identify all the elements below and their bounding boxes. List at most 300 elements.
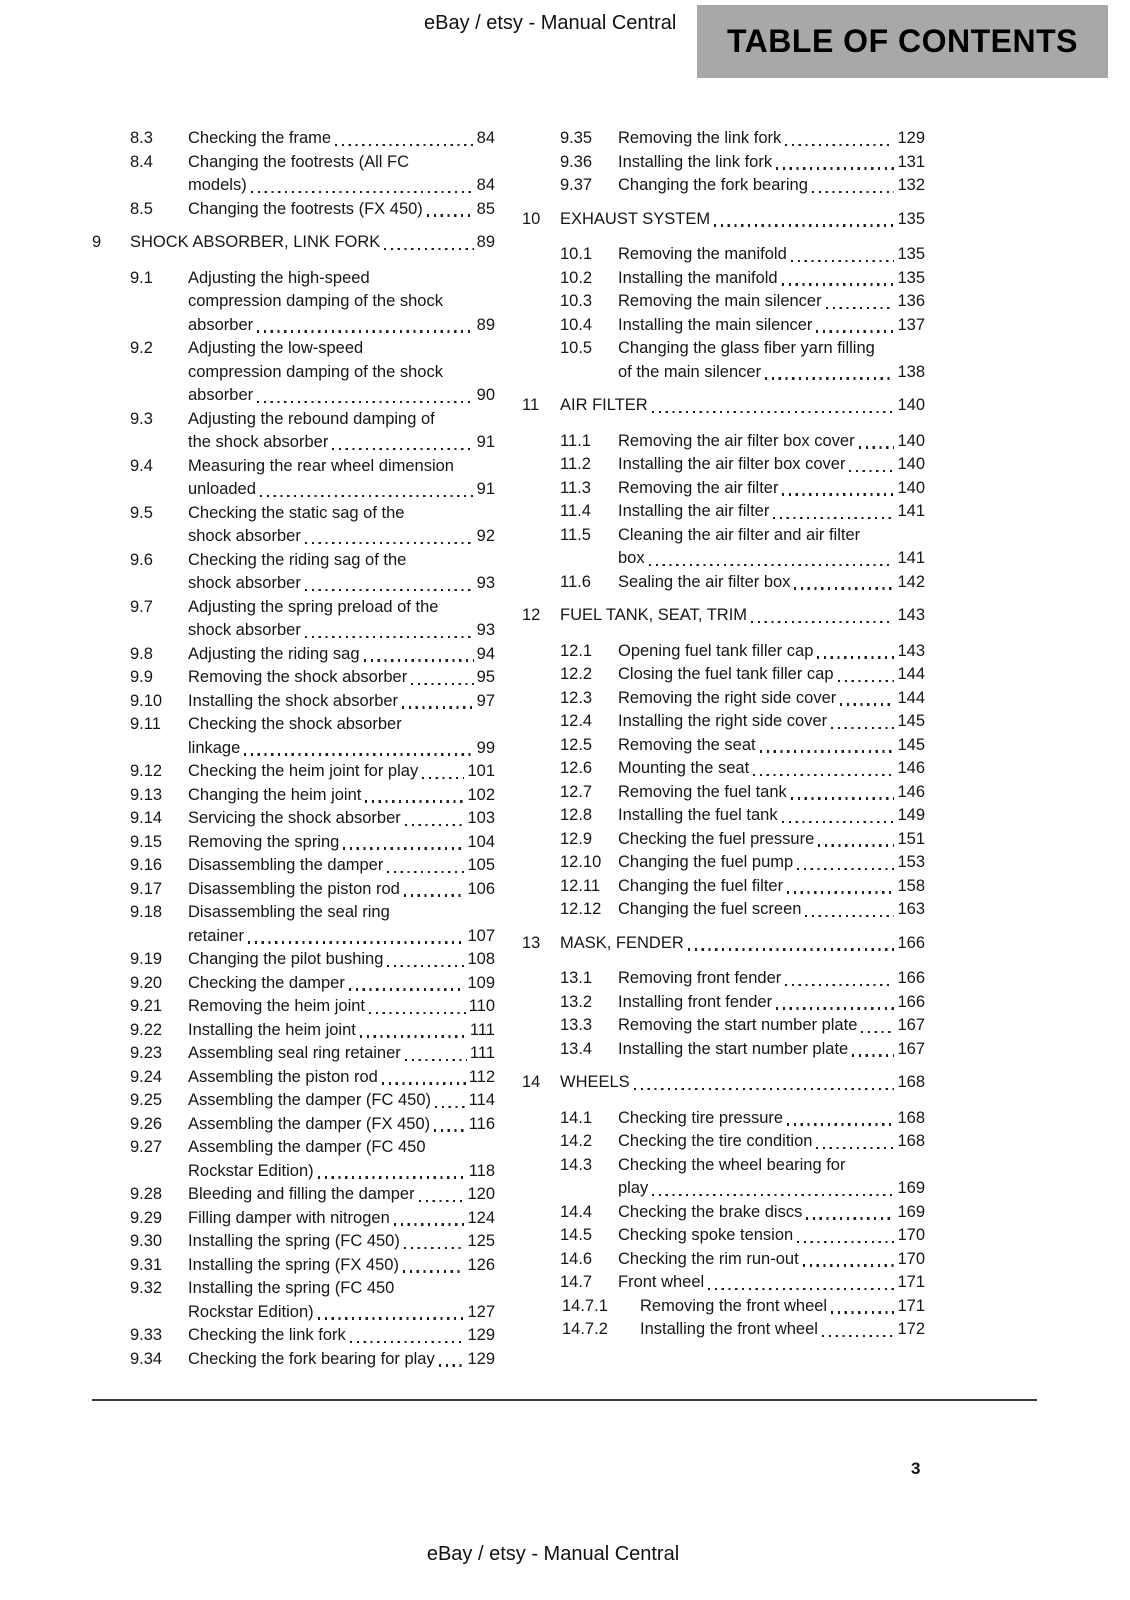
- toc-entry-number: 12.6: [560, 759, 593, 777]
- toc-entry-page: 170: [897, 1226, 925, 1244]
- toc-entry-title: Changing the heim joint: [188, 785, 362, 804]
- toc-entry-page: 120: [467, 1185, 495, 1203]
- toc-entry-number: 9.17: [130, 879, 163, 898]
- toc-entry: [522, 640, 925, 664]
- toc-entry-body: [188, 127, 495, 151]
- toc-entry-page: 103: [467, 809, 495, 827]
- toc-entry-number: 14.3: [560, 1155, 593, 1174]
- toc-entry-page: 91: [476, 433, 495, 451]
- toc-entry: [92, 643, 495, 667]
- toc-entry-body: [188, 1254, 495, 1278]
- toc-leader-dots: [387, 965, 464, 967]
- toc-entry-number: 9.10: [130, 691, 163, 710]
- toc-entry-title: Installing the right side cover: [618, 712, 828, 730]
- toc-entry-number: 13.3: [560, 1016, 593, 1034]
- toc-entry-page: 171: [897, 1273, 925, 1291]
- toc-entry-body: [188, 972, 495, 996]
- toc-entry-page: 101: [467, 762, 495, 780]
- toc-entry: [522, 314, 925, 338]
- toc-leader-dots: [817, 656, 894, 658]
- toc-entry-body: [188, 784, 495, 808]
- toc-entry: [522, 430, 925, 454]
- toc-entry-body: [188, 151, 495, 198]
- toc-chapter-entry: [92, 231, 495, 255]
- toc-entry-title: Installing the manifold: [618, 268, 778, 287]
- toc-entry-page: 138: [897, 362, 925, 381]
- toc-entry-page: 158: [897, 876, 925, 895]
- footer-site-label: eBay / etsy - Manual Central: [426, 1543, 680, 1565]
- toc-entry-title: Adjusting the riding sag: [188, 644, 360, 663]
- toc-entry-number: 9.13: [130, 785, 163, 804]
- toc-entry: [522, 1201, 925, 1225]
- toc-entry: [522, 967, 925, 991]
- toc-entry-page: 89: [476, 315, 495, 334]
- toc-entry-number: 9.27: [130, 1138, 163, 1156]
- toc-entry-number: 9.25: [130, 1091, 163, 1109]
- toc-entry-page: 149: [897, 806, 925, 824]
- toc-entry-page: 141: [897, 549, 925, 567]
- toc-leader-dots: [419, 1200, 465, 1202]
- toc-leader-dots: [439, 1364, 465, 1366]
- toc-entry-title: Assembling the damper (FC 450): [188, 1091, 432, 1109]
- toc-leader-dots: [411, 683, 473, 685]
- toc-entry-body: [188, 760, 495, 784]
- toc-leader-dots: [394, 1223, 465, 1225]
- toc-entry-page: 146: [897, 782, 925, 801]
- toc-leader-dots: [335, 144, 474, 146]
- toc-entry-title: Installing the shock absorber: [188, 691, 399, 710]
- toc-entry-page: 127: [467, 1302, 495, 1321]
- toc-entry-body: [188, 643, 495, 667]
- toc-entry: [522, 267, 925, 291]
- toc-entry-title-line: Measuring the rear wheel dimension: [188, 456, 454, 475]
- toc-entry-title: Assembling seal ring retainer: [188, 1044, 401, 1062]
- toc-entry-page: 141: [897, 502, 925, 520]
- toc-entry-body: [188, 1230, 495, 1254]
- toc-entry-page: 118: [468, 1161, 495, 1180]
- toc-entry-title: EXHAUST SYSTEM: [560, 209, 711, 228]
- toc-entry-title: Filling damper with nitrogen: [188, 1208, 390, 1227]
- toc-entry-title-line: Assembling the damper (FC 450: [188, 1138, 426, 1156]
- toc-entry-body: [188, 1348, 495, 1372]
- toc-entry-page: 137: [897, 315, 925, 334]
- toc-leader-dots: [248, 941, 465, 943]
- toc-entry: [522, 243, 925, 267]
- toc-entry-title: Installing the fuel tank: [618, 806, 778, 824]
- toc-entry: [92, 972, 495, 996]
- toc-entry: [92, 549, 495, 596]
- toc-entry-body: [188, 690, 495, 714]
- toc-entry-page: 143: [897, 606, 925, 624]
- toc-leader-dots: [427, 214, 474, 216]
- toc-leader-dots: [782, 283, 895, 285]
- toc-entry-page: 84: [476, 176, 495, 194]
- toc-entry: [92, 267, 495, 338]
- toc-leader-dots: [318, 1317, 465, 1319]
- toc-entry: [522, 1038, 925, 1062]
- toc-leader-dots: [822, 1335, 895, 1337]
- toc-entry-title: Changing the fuel pump: [618, 853, 794, 871]
- toc-entry-page: 167: [897, 1016, 925, 1034]
- toc-entry-body: [188, 267, 495, 338]
- toc-entry-page: 171: [897, 1296, 925, 1315]
- toc-chapter-entry: [522, 932, 925, 956]
- toc-entry: [92, 948, 495, 972]
- toc-entry-title: Assembling the piston rod: [188, 1067, 378, 1086]
- toc-entry-title: the shock absorber: [188, 433, 329, 451]
- toc-leader-dots: [384, 248, 473, 250]
- toc-entry-body: [188, 1113, 495, 1137]
- toc-entry: [92, 878, 495, 902]
- toc-entry-body: [188, 995, 495, 1019]
- toc-entry-number: 9.26: [130, 1114, 163, 1133]
- toc-leader-dots: [787, 1123, 894, 1125]
- toc-entry-title-line: Checking the static sag of the: [188, 503, 405, 522]
- toc-entry-body: [618, 174, 925, 198]
- toc-entry-title-line: Checking the shock absorber: [188, 715, 402, 733]
- toc-entry: [92, 1207, 495, 1231]
- toc-entry-title: Checking spoke tension: [618, 1226, 794, 1244]
- toc-entry-page: 102: [467, 785, 495, 804]
- toc-entry: [92, 854, 495, 878]
- toc-entry-number: 12.11: [560, 876, 601, 895]
- toc-entry-number: 9.3: [130, 409, 153, 428]
- toc-chapter-entry: [522, 394, 925, 418]
- toc-entry-number: 9.8: [130, 644, 153, 663]
- toc-entry-number: 9.4: [130, 456, 153, 475]
- toc-entry-body: [560, 932, 925, 956]
- toc-entry-page: 110: [468, 997, 495, 1015]
- toc-entry-body: [618, 1271, 925, 1295]
- toc-entry-body: [618, 967, 925, 991]
- toc-entry-page: 93: [476, 574, 495, 592]
- toc-entry-title: Removing the main silencer: [618, 292, 822, 310]
- toc-entry-number: 9.24: [130, 1067, 163, 1086]
- toc-entry-page: 85: [476, 199, 495, 218]
- toc-entry: [522, 804, 925, 828]
- toc-chapter-entry: [522, 208, 925, 232]
- toc-entry-body: [618, 991, 925, 1015]
- toc-entry: [522, 851, 925, 875]
- toc-leader-dots: [434, 1129, 466, 1131]
- toc-leader-dots: [787, 891, 894, 893]
- toc-entry-page: 124: [467, 1208, 495, 1227]
- toc-entry-page: 129: [467, 1326, 495, 1344]
- toc-leader-dots: [831, 1311, 894, 1313]
- toc-entry-number: 12.9: [560, 829, 593, 848]
- toc-entry-title: Removing the fuel tank: [618, 782, 787, 801]
- toc-entry-title: Checking the fuel pressure: [618, 829, 815, 848]
- toc-entry-page: 169: [897, 1202, 925, 1221]
- toc-column-left: [92, 127, 495, 1371]
- toc-entry-page: 140: [897, 478, 925, 497]
- toc-entry: [92, 760, 495, 784]
- toc-entry-number: 11.5: [560, 525, 591, 544]
- toc-entry-title: SHOCK ABSORBER, LINK FORK: [130, 233, 381, 251]
- toc-entry-number: 13.4: [560, 1039, 593, 1058]
- toc-entry-body: [618, 267, 925, 291]
- toc-leader-dots: [785, 144, 894, 146]
- toc-entry-number: 13.1: [560, 969, 593, 987]
- toc-entry: [522, 781, 925, 805]
- toc-entry-title: Changing the fuel filter: [618, 876, 784, 895]
- toc-entry-body: [560, 604, 925, 628]
- toc-entry: [522, 571, 925, 595]
- toc-entry-title: shock absorber: [188, 527, 301, 545]
- toc-entry-number: 10: [522, 209, 541, 228]
- toc-leader-dots: [816, 330, 894, 332]
- toc-leader-dots: [257, 330, 474, 332]
- toc-entry-body: [188, 948, 495, 972]
- toc-leader-dots: [305, 589, 474, 591]
- toc-entry: [522, 1224, 925, 1248]
- toc-entry-body: [618, 828, 925, 852]
- toc-entry-page: 129: [467, 1349, 495, 1368]
- toc-entry-title-line: Changing the glass fiber yarn filling: [618, 339, 875, 357]
- toc-chapter-entry: [522, 1071, 925, 1095]
- toc-entry: [522, 710, 925, 734]
- toc-entry-title-line: Changing the footrests (All FC: [188, 152, 410, 171]
- toc-entry: [522, 875, 925, 899]
- toc-entry-body: [618, 1107, 925, 1131]
- toc-entry-body: [618, 430, 925, 454]
- toc-entry: [522, 828, 925, 852]
- toc-entry-number: 9.33: [130, 1326, 163, 1344]
- toc-entry-body: [188, 713, 495, 760]
- toc-entry-number: 11.1: [560, 431, 591, 450]
- toc-entry-page: 169: [897, 1179, 925, 1197]
- toc-entry-title: Removing the air filter: [618, 478, 779, 497]
- toc-entry-number: 12.1: [560, 641, 593, 660]
- toc-entry-page: 131: [897, 152, 925, 171]
- toc-entry-body: [188, 666, 495, 690]
- toc-entry-title-line: Adjusting the low-speed: [188, 339, 364, 357]
- toc-leader-dots: [343, 847, 464, 849]
- toc-leader-dots: [402, 706, 474, 708]
- toc-entry-body: [188, 198, 495, 222]
- toc-entry-number: 9.36: [560, 152, 593, 171]
- toc-entry-page: 111: [469, 1020, 495, 1039]
- toc-entry-number: 12.5: [560, 735, 593, 754]
- toc-entry-body: [188, 854, 495, 878]
- toc-entry-page: 93: [476, 621, 495, 639]
- toc-entry-number: 9.19: [130, 950, 163, 968]
- toc-entry-title: Installing the spring (FC 450): [188, 1232, 400, 1250]
- toc-entry-body: [188, 408, 495, 455]
- toc-entry: [92, 995, 495, 1019]
- toc-entry-number: 9.28: [130, 1185, 163, 1203]
- toc-entry-page: 116: [468, 1114, 495, 1133]
- toc-entry-body: [188, 1136, 495, 1183]
- toc-entry-body: [618, 898, 925, 922]
- toc-leader-dots: [859, 446, 895, 448]
- toc-entry-body: [560, 1071, 925, 1095]
- toc-entry-title-line: Checking the wheel bearing for: [618, 1155, 846, 1174]
- toc-entry-number: 13.2: [560, 992, 593, 1011]
- toc-entry-title-line: compression damping of the shock: [188, 362, 443, 381]
- toc-leader-dots: [751, 621, 894, 623]
- toc-entry-number: 11.4: [560, 502, 591, 520]
- toc-entry-body: [640, 1318, 925, 1342]
- toc-entry-title: Installing the heim joint: [188, 1020, 356, 1039]
- toc-entry-number: 12.12: [560, 900, 602, 918]
- toc-entry-number: 12.10: [560, 853, 602, 871]
- toc-entry-title: MASK, FENDER: [560, 933, 684, 952]
- toc-entry-number: 9.21: [130, 997, 163, 1015]
- toc-entry-page: 163: [897, 900, 925, 918]
- toc-entry-page: 89: [476, 233, 495, 251]
- toc-entry-body: [188, 831, 495, 855]
- toc-entry-page: 168: [897, 1108, 925, 1127]
- toc-entry-title: Changing the footrests (FX 450): [188, 199, 423, 218]
- toc-entry: [92, 1254, 495, 1278]
- toc-entry-title: play: [618, 1179, 649, 1197]
- toc-leader-dots: [782, 821, 895, 823]
- toc-leader-dots: [785, 984, 894, 986]
- toc-entry-page: 143: [897, 641, 925, 660]
- toc-entry-title: Installing the start number plate: [618, 1039, 849, 1058]
- toc-leader-dots: [649, 564, 895, 566]
- toc-entry-title: Installing the air filter box cover: [618, 455, 846, 473]
- toc-entry: [92, 1042, 495, 1066]
- toc-entry: [92, 502, 495, 549]
- toc-entry-title: shock absorber: [188, 574, 301, 592]
- toc-entry-page: 108: [467, 950, 495, 968]
- toc-entry-page: 125: [467, 1232, 495, 1250]
- toc-entry-page: 146: [897, 759, 925, 777]
- toc-entry-title: Removing the start number plate: [618, 1016, 858, 1034]
- toc-entry: [92, 901, 495, 948]
- toc-entry-number: 8.3: [130, 129, 153, 147]
- toc-entry-title: Installing the spring (FX 450): [188, 1255, 399, 1274]
- toc-leader-dots: [861, 1031, 894, 1033]
- toc-entry-body: [188, 1183, 495, 1207]
- toc-entry-number: 9.16: [130, 856, 163, 874]
- toc-entry-number: 8.4: [130, 152, 153, 171]
- toc-entry-body: [618, 851, 925, 875]
- toc-entry-page: 168: [897, 1073, 925, 1091]
- toc-entry-number: 9.14: [130, 809, 163, 827]
- toc-entry-title: Opening fuel tank filler cap: [618, 641, 814, 660]
- toc-column-right: [522, 127, 925, 1342]
- toc-entry-title: Assembling the damper (FX 450): [188, 1114, 431, 1133]
- toc-entry: [522, 290, 925, 314]
- toc-entry-page: 140: [897, 455, 925, 473]
- toc-entry-title-line: Cleaning the air filter and air filter: [618, 525, 861, 544]
- toc-leader-dots: [634, 1088, 895, 1090]
- toc-entry-number: 9.23: [130, 1044, 163, 1062]
- toc-entry-title: Removing the seat: [618, 735, 756, 754]
- toc-leader-dots: [797, 1241, 894, 1243]
- toc-entry-body: [188, 1042, 495, 1066]
- toc-entry: [92, 455, 495, 502]
- toc-entry-page: 142: [897, 572, 925, 591]
- toc-entry-number: 10.3: [560, 292, 593, 310]
- toc-entry-title: Checking tire pressure: [618, 1108, 784, 1127]
- toc-entry-page: 135: [897, 245, 925, 263]
- toc-entry-title: Checking the tire condition: [618, 1132, 813, 1150]
- toc-entry-number: 12.7: [560, 782, 593, 801]
- toc-entry-title: Checking the heim joint for play: [188, 762, 419, 780]
- toc-entry-page: 140: [897, 396, 925, 414]
- toc-entry-title: Bleeding and filling the damper: [188, 1185, 415, 1203]
- toc-entry-body: [188, 901, 495, 948]
- toc-entry-body: [618, 1038, 925, 1062]
- toc-entry-page: 94: [476, 644, 495, 663]
- toc-leader-dots: [782, 493, 894, 495]
- toc-entry-page: 172: [897, 1320, 925, 1338]
- toc-entry-number: 10.2: [560, 268, 593, 287]
- toc-entry-number: 9.11: [130, 715, 161, 733]
- toc-leader-dots: [805, 915, 894, 917]
- footer-divider: [92, 1399, 1037, 1401]
- toc-leader-dots: [260, 495, 474, 497]
- toc-entry-number: 14.7.1: [562, 1296, 608, 1315]
- toc-entry: [522, 663, 925, 687]
- toc-entry-number: 9.20: [130, 973, 163, 992]
- toc-entry-title: Servicing the shock absorber: [188, 809, 401, 827]
- toc-entry: [522, 500, 925, 524]
- toc-entry: [92, 337, 495, 408]
- toc-entry: [522, 453, 925, 477]
- toc-entry-page: 84: [476, 129, 495, 147]
- toc-entry-number: 10.1: [560, 245, 593, 263]
- toc-entry-page: 144: [897, 665, 925, 683]
- toc-entry-page: 151: [897, 829, 925, 848]
- toc-entry-title-line: Checking the riding sag of the: [188, 550, 407, 569]
- toc-leader-dots: [652, 1194, 894, 1196]
- toc-entry-title: AIR FILTER: [560, 396, 648, 414]
- toc-entry-page: 144: [897, 688, 925, 707]
- toc-entry-page: 166: [897, 933, 925, 952]
- toc-entry-number: 9.5: [130, 503, 153, 522]
- toc-entry-page: 166: [897, 969, 925, 987]
- toc-entry-body: [618, 243, 925, 267]
- toc-entry-number: 10.4: [560, 315, 593, 334]
- toc-entry-page: 99: [476, 738, 495, 757]
- toc-entry-title: Installing the main silencer: [618, 315, 813, 334]
- toc-entry: [92, 831, 495, 855]
- toc-entry: [522, 477, 925, 501]
- toc-entry-body: [188, 549, 495, 596]
- toc-entry-title-line: compression damping of the shock: [188, 292, 443, 310]
- toc-entry-number: 9.35: [560, 129, 593, 147]
- toc-entry: [522, 991, 925, 1015]
- toc-entry-title: Front wheel: [618, 1273, 705, 1291]
- toc-entry-body: [618, 1154, 925, 1201]
- toc-entry-title: Removing the spring: [188, 832, 340, 851]
- toc-entry-number: 14.2: [560, 1132, 593, 1150]
- toc-leader-dots: [816, 1147, 894, 1149]
- header-site-label: eBay / etsy - Manual Central: [424, 12, 677, 34]
- toc-entry-body: [560, 394, 925, 418]
- toc-entry: [92, 1019, 495, 1043]
- toc-entry-body: [188, 1324, 495, 1348]
- toc-entry-title: Removing the heim joint: [188, 997, 366, 1015]
- toc-entry-page: 109: [467, 973, 495, 992]
- toc-entry-page: 145: [897, 735, 925, 754]
- toc-leader-dots: [364, 659, 474, 661]
- toc-entry-number: 14.4: [560, 1202, 593, 1221]
- toc-entry-body: [618, 734, 925, 758]
- toc-entry-number: 14.1: [560, 1108, 593, 1127]
- toc-entry-page: 167: [897, 1039, 925, 1058]
- toc-entry-number: 14.6: [560, 1249, 593, 1268]
- toc-entry-page: 132: [897, 176, 925, 194]
- toc-leader-dots: [776, 1007, 894, 1009]
- toc-leader-dots: [791, 260, 895, 262]
- toc-entry-title-line: Installing the spring (FC 450: [188, 1279, 395, 1297]
